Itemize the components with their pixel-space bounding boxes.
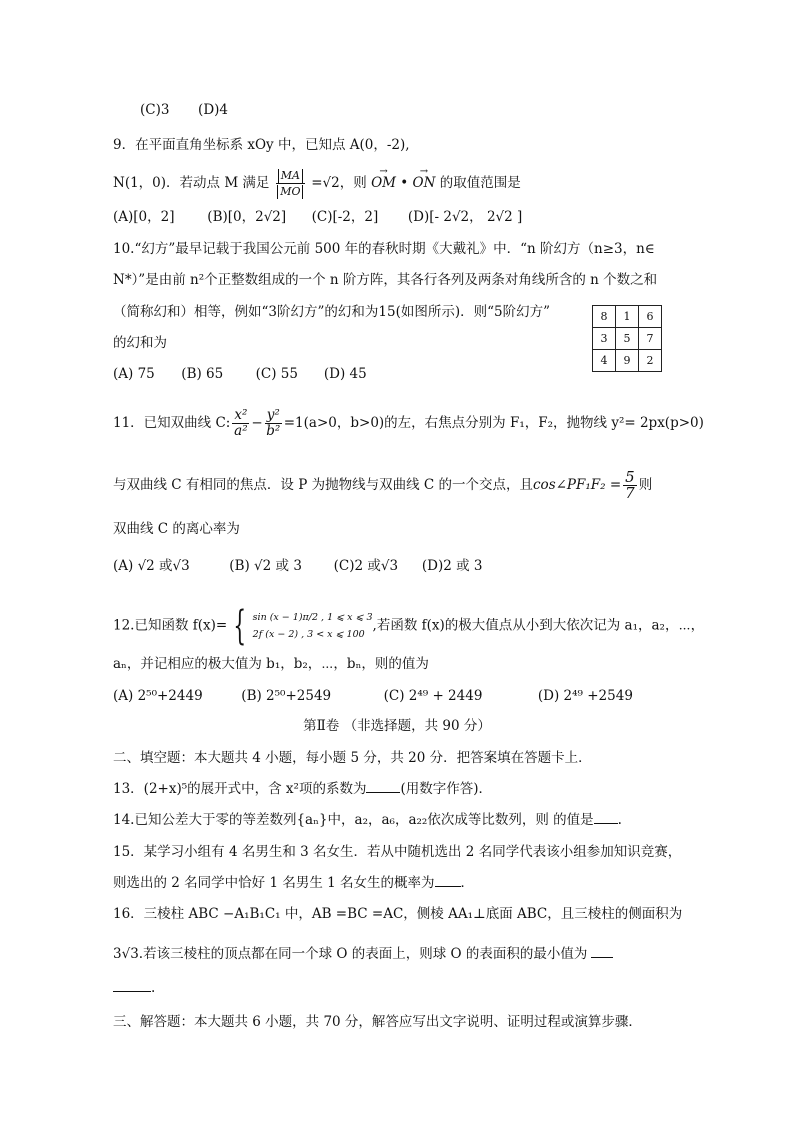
q14: 14.已知公差大于零的等差数列{aₙ}中，a₂，a₆，a₂₂依次成等比数列，则 的值是 . bbox=[113, 812, 622, 828]
q12-line1: 12.已知函数 f(x)= { sin (x − 1)π/2 , 1 ⩽ x ⩽ 3 2f (x − 2) , 3 < x ⩽ 100 ,若函数 f(x)的极大值点从小到大依次记为 a₁，a₂，⋯， bbox=[113, 603, 705, 649]
q9-option-d: (D)[- 2√2， 2√2 ] bbox=[407, 209, 523, 225]
q12-option-d: (D) 2⁴⁹ +2549 bbox=[537, 688, 633, 704]
q13: 13．(2+x)⁵的展开式中，含 x²项的系数为 (用数字作答)． bbox=[113, 781, 493, 797]
y2-over-b2: $\frac{\text{y²}}{\text{b²}}$ bbox=[266, 407, 281, 439]
piecewise-function: { sin (x − 1)π/2 , 1 ⩽ x ⩽ 3 2f (x − 2) , 3 < x ⩽ 100 bbox=[233, 603, 373, 649]
q11-option-a: (A) √2 或√3 bbox=[113, 558, 190, 574]
q11-option-d: (D)2 或 3 bbox=[421, 558, 483, 574]
q10-line4: 的幻和为 bbox=[113, 335, 167, 351]
q11-options bbox=[113, 556, 483, 576]
section2-heading: 二、填空题：本大题共 4 小题，每小题 5 分，共 20 分．把答案填在答题卡上． bbox=[113, 750, 592, 766]
q16-line2: 3√3.若该三棱柱的顶点都在同一个球 O 的表面上，则球 O 的表面积的最小值为 bbox=[113, 944, 613, 964]
q8-option-c: (C)3 bbox=[140, 102, 170, 118]
q10-line1: 10.“幻方”最早记载于我国公元前 500 年的春秋时期《大戴礼》中．“n 阶幻方（n≥3，n∈ bbox=[113, 241, 655, 257]
q8-options bbox=[140, 100, 228, 120]
q11-line2: 与双曲线 C 有相同的焦点．设 P 为抛物线与双曲线 C 的一个交点，且cos∠PF₁F₂ = $\frac{5}{7}$ 则 bbox=[113, 468, 653, 502]
q10-options bbox=[113, 364, 367, 384]
q11-option-b: (B) √2 或 3 bbox=[229, 558, 302, 574]
vector-on: → ON bbox=[413, 173, 436, 193]
section3-heading: 三、解答题：本大题共 6 小题，共 70 分，解答应写出文字说明、证明过程或演算步骤． bbox=[113, 1014, 642, 1030]
q16-line3: . bbox=[113, 978, 155, 998]
q10-line2: N*）”是由前 n²个正整数组成的一个 n 阶方阵，其各行各列及两条对角线所含的 n 个数之和 bbox=[113, 272, 658, 288]
q10-option-d: (D) 45 bbox=[323, 366, 367, 382]
q9-line2: N(1，0)．若动点 M 满足 $\frac{MA}{MO}$ =√2，则 → OM • → ON 的取值范围是 bbox=[113, 168, 521, 199]
q9-line1: 9．在平面直角坐标系 xOy 中，已知点 A(0，-2), bbox=[113, 137, 410, 153]
vector-om: → OM bbox=[371, 173, 396, 193]
x2-over-a2: $\frac{\text{x²}}{\text{a²}}$ bbox=[234, 407, 248, 439]
q15-line2: 则选出的 2 名同学中恰好 1 名男生 1 名女生的概率为 ． bbox=[113, 875, 475, 891]
q12-option-b: (B) 2⁵⁰+2549 bbox=[241, 688, 332, 704]
q11-line3: 双曲线 C 的离心率为 bbox=[113, 521, 240, 537]
q12-line2: aₙ，并记相应的极大值为 b₁，b₂，⋯，bₙ，则的值为 bbox=[113, 656, 429, 672]
q9-options bbox=[113, 207, 522, 227]
q9-option-a: (A)[0，2] bbox=[113, 209, 175, 225]
q10-option-c: (C) 55 bbox=[255, 366, 298, 382]
part2-heading: 第Ⅱ卷 （非选择题，共 90 分） bbox=[303, 718, 491, 734]
q16-line1: 16．三棱柱 ABC −A₁B₁C₁ 中，AB =BC =AC，侧棱 AA₁⊥底面 ABC，且三棱柱的侧面积为 bbox=[113, 906, 683, 922]
q12-option-c: (C) 2⁴⁹ + 2449 bbox=[383, 688, 483, 704]
q8-option-d: (D)4 bbox=[198, 102, 228, 118]
q12-options bbox=[113, 686, 633, 706]
q9-option-c: (C)[-2，2] bbox=[311, 209, 379, 225]
q15-line1: 15．某学习小组有 4 名男生和 3 名女生．若从中随机选出 2 名同学代表该小组参加知识竞赛， bbox=[113, 844, 682, 860]
q11-option-c: (C)2 或√3 bbox=[333, 558, 399, 574]
magic-square-table: 8 1 6 3 5 7 4 9 2 bbox=[592, 305, 662, 372]
q10-option-a: (A) 75 bbox=[113, 366, 155, 382]
q9-ratio: $\frac{MA}{MO}$ bbox=[276, 168, 305, 199]
q9-option-b: (B)[0，2√2] bbox=[207, 209, 287, 225]
q10-option-b: (B) 65 bbox=[181, 366, 224, 382]
q11-line1: 11．已知双曲线 C: $\frac{\text{x²}}{\text{a²}}$ − $\frac{\text{y²}}{\text{b²}}$ =1(a>0，b>0)的左，右焦点分别为 F₁，F₂，抛物线 y²= 2px(p>0) bbox=[113, 407, 704, 439]
q12-option-a: (A) 2⁵⁰+2449 bbox=[113, 688, 203, 704]
q10-line3: （简称幻和）相等，例如“3阶幻方”的幻和为15(如图所示)．则“5阶幻方” bbox=[113, 304, 550, 320]
